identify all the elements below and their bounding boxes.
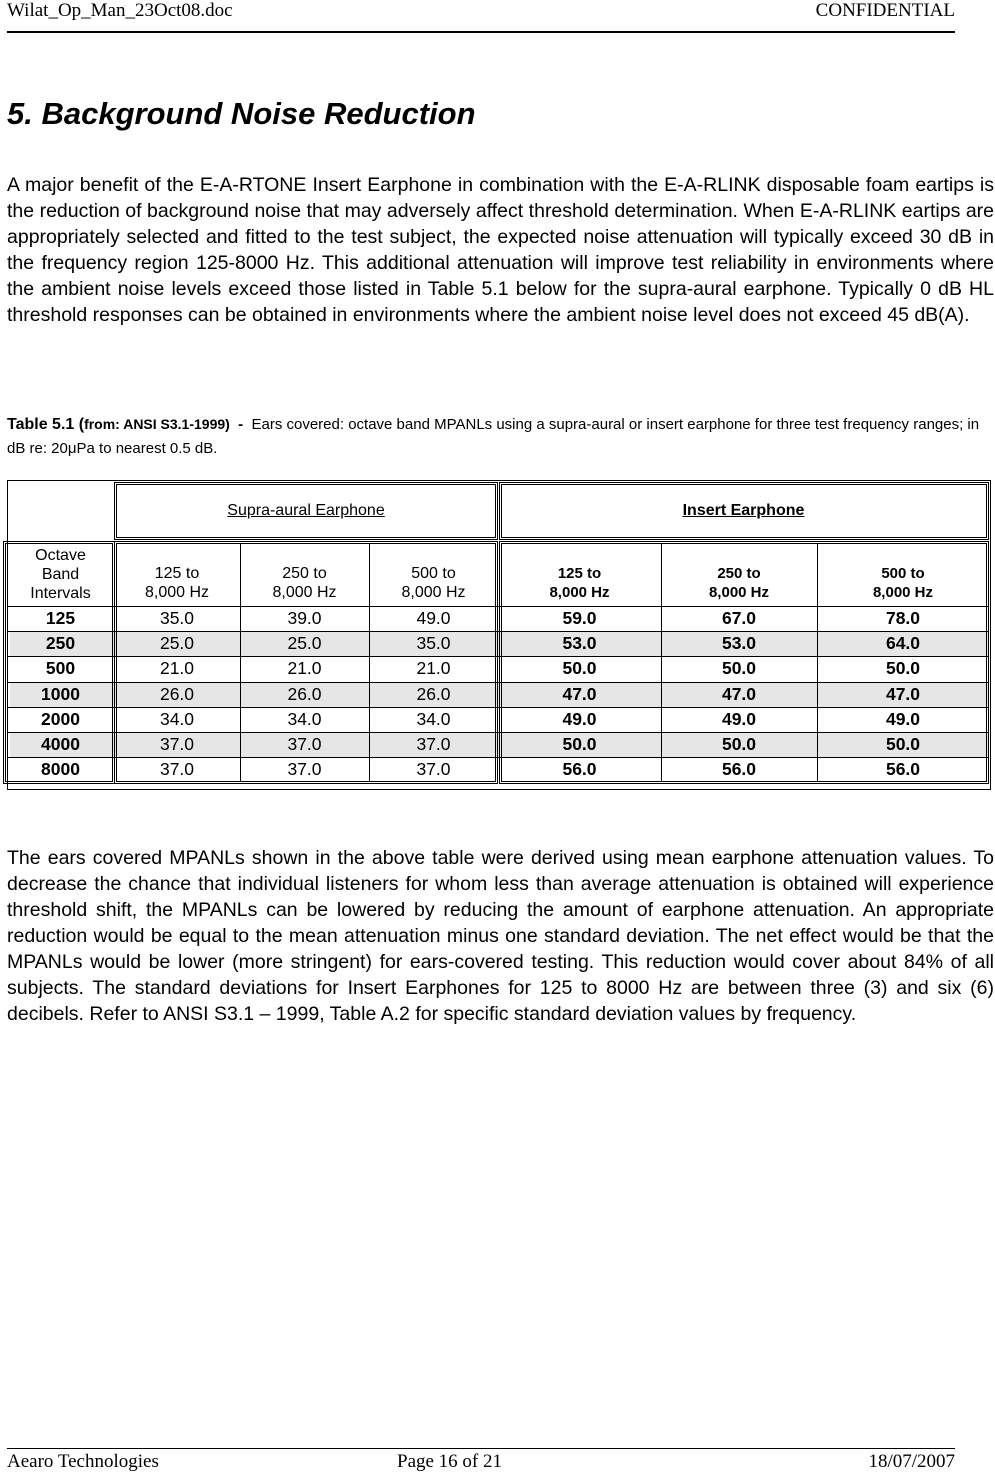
supra-mpanl-value: 37.0 [416,759,451,780]
octave-band-value: 2000 [41,708,80,729]
supra-mpanl-value: 35.0 [416,633,451,654]
octave-band-value: 8000 [41,759,80,780]
supra-mpanl-value: 37.0 [287,734,322,755]
column-header-line: 500 to [411,565,456,582]
octave-band-value: 250 [45,633,76,654]
supra-mpanl-value: 26.0 [159,683,195,704]
insert-mpanl-value: 53.0 [721,633,757,654]
insert-mpanl-value: 64.0 [885,633,921,654]
header-filename: Wilat_Op_Man_23Oct08.doc [7,0,233,21]
insert-mpanl-value: 53.0 [562,633,597,654]
insert-mpanl-value: 47.0 [721,683,757,704]
insert-group-header: Insert Earphone [682,502,805,519]
insert-column-header [817,542,989,606]
column-header-line: Band [41,565,80,583]
insert-mpanl-value: 49.0 [721,708,757,729]
octave-band-value: 125 [45,608,76,629]
supra-mpanl-value: 37.0 [159,759,195,780]
insert-mpanl-value: 67.0 [721,608,757,629]
column-header-line: 125 to [557,565,602,582]
supra-mpanl-value: 34.0 [287,708,322,729]
supra-mpanl-value: 37.0 [416,734,451,755]
insert-mpanl-value: 49.0 [885,708,921,729]
footer-page-number: Page 16 of 21 [397,1451,503,1472]
column-header-line: 8,000 Hz [272,584,337,601]
insert-mpanl-value: 49.0 [562,708,597,729]
column-header-line: Intervals [30,584,91,602]
column-header-line: Octave [35,546,86,564]
caption-separator: - [229,416,252,433]
supra-mpanl-value: 37.0 [287,759,322,780]
supra-aural-group-header: Supra-aural Earphone [227,502,385,519]
insert-column-header [661,542,817,606]
supra-mpanl-value: 49.0 [416,608,451,629]
insert-mpanl-value: 78.0 [885,608,921,629]
table-caption [7,412,994,461]
insert-mpanl-value: 50.0 [562,658,597,679]
caption-label: Table 5.1 ( [7,416,85,433]
footer-date: 18/07/2007 [868,1451,955,1472]
insert-mpanl-value: 50.0 [562,734,597,755]
insert-mpanl-value: 59.0 [562,608,597,629]
column-header-line: 8,000 Hz [144,584,210,601]
section-title: 5. Background Noise Reduction [7,96,476,131]
mpanl-table [7,480,991,790]
supra-mpanl-value: 34.0 [416,708,451,729]
caption-source: from: ANSI S3.1-1999) [84,416,230,432]
column-header-line: 8,000 Hz [401,584,466,601]
insert-mpanl-value: 47.0 [885,683,921,704]
page-footer [7,1448,955,1475]
insert-mpanl-value: 50.0 [885,734,921,755]
supra-mpanl-value: 39.0 [287,608,322,629]
insert-mpanl-value: 50.0 [885,658,921,679]
column-header-line: 500 to [881,565,925,582]
supra-mpanl-value: 25.0 [159,633,195,654]
insert-mpanl-value: 56.0 [562,759,597,780]
column-header-line: 125 to [154,565,200,582]
header-classification: CONFIDENTIAL [815,0,955,21]
insert-mpanl-value: 50.0 [721,658,757,679]
supra-column-header [369,542,498,606]
intro-paragraph: A major benefit of the E-A-RTONE Insert Earphone in combination with the E-A-RLINK disposable foam eartips is the reduction of background noise that may adversely affect threshold determination. When E-A-RLINK eartips are appropriately selected and fitted to the test subject, the expected noise attenuation will typically exceed 30 dB in the frequency region 125-8000 Hz. This additional attenuation will improve test reliability in environments where the ambient noise levels exceed those listed in Table 5.1 below for the supra-aural earphone. Typically 0 dB HL threshold responses can be obtained in environments where the ambient noise level does not exceed 45 dB(A). [7,174,994,326]
supra-column-header [240,542,369,606]
insert-mpanl-value: 50.0 [721,734,757,755]
supra-mpanl-value: 26.0 [287,683,322,704]
supra-mpanl-value: 34.0 [159,708,195,729]
insert-mpanl-value: 56.0 [721,759,757,780]
octave-band-value: 1000 [41,683,80,704]
octave-band-value: 4000 [41,734,80,755]
supra-mpanl-value: 21.0 [416,658,451,679]
column-header-line: 250 to [717,565,761,582]
column-header-line: 8,000 Hz [549,584,610,601]
octave-band-header [7,542,114,606]
closing-paragraph: The ears covered MPANLs shown in the above table were derived using mean earphone attenuation values. To decrease the chance that individual listeners for whom less than average attenuation is obtained will experience threshold shift, the MPANLs can be lowered by reducing the amount of earphone attenuation. An appropriate reduction would be equal to the mean attenuation minus one standard deviation. The net effect would be that the MPANLs would be lower (more stringent) for ears-covered testing. This reduction would cover about 84% of all subjects. The standard deviations for Insert Earphones for 125 to 8000 Hz are between three (3) and six (6) decibels. Refer to ANSI S3.1 – 1999, Table A.2 for specific standard deviation values by frequency. [7,847,994,1025]
footer-company: Aearo Technologies [7,1451,159,1472]
supra-mpanl-value: 25.0 [287,633,322,654]
insert-mpanl-value: 47.0 [562,683,597,704]
insert-mpanl-value: 56.0 [885,759,921,780]
supra-mpanl-value: 21.0 [287,658,322,679]
supra-mpanl-value: 26.0 [416,683,451,704]
caption-text: Ears covered: octave band MPANLs using a supra-aural or insert earphone for three test frequency ranges; in dB re: 20μPa to nearest 0.5 dB. [7,416,980,457]
column-header-line: 250 to [282,565,327,582]
supra-mpanl-value: 37.0 [159,734,195,755]
octave-band-value: 500 [45,658,76,679]
supra-mpanl-value: 35.0 [159,608,195,629]
column-header-line: 8,000 Hz [708,584,770,601]
column-header-line: 8,000 Hz [872,584,934,601]
page-header [7,0,955,33]
supra-mpanl-value: 21.0 [159,658,195,679]
supra-column-header [114,542,240,606]
insert-column-header [498,542,661,606]
